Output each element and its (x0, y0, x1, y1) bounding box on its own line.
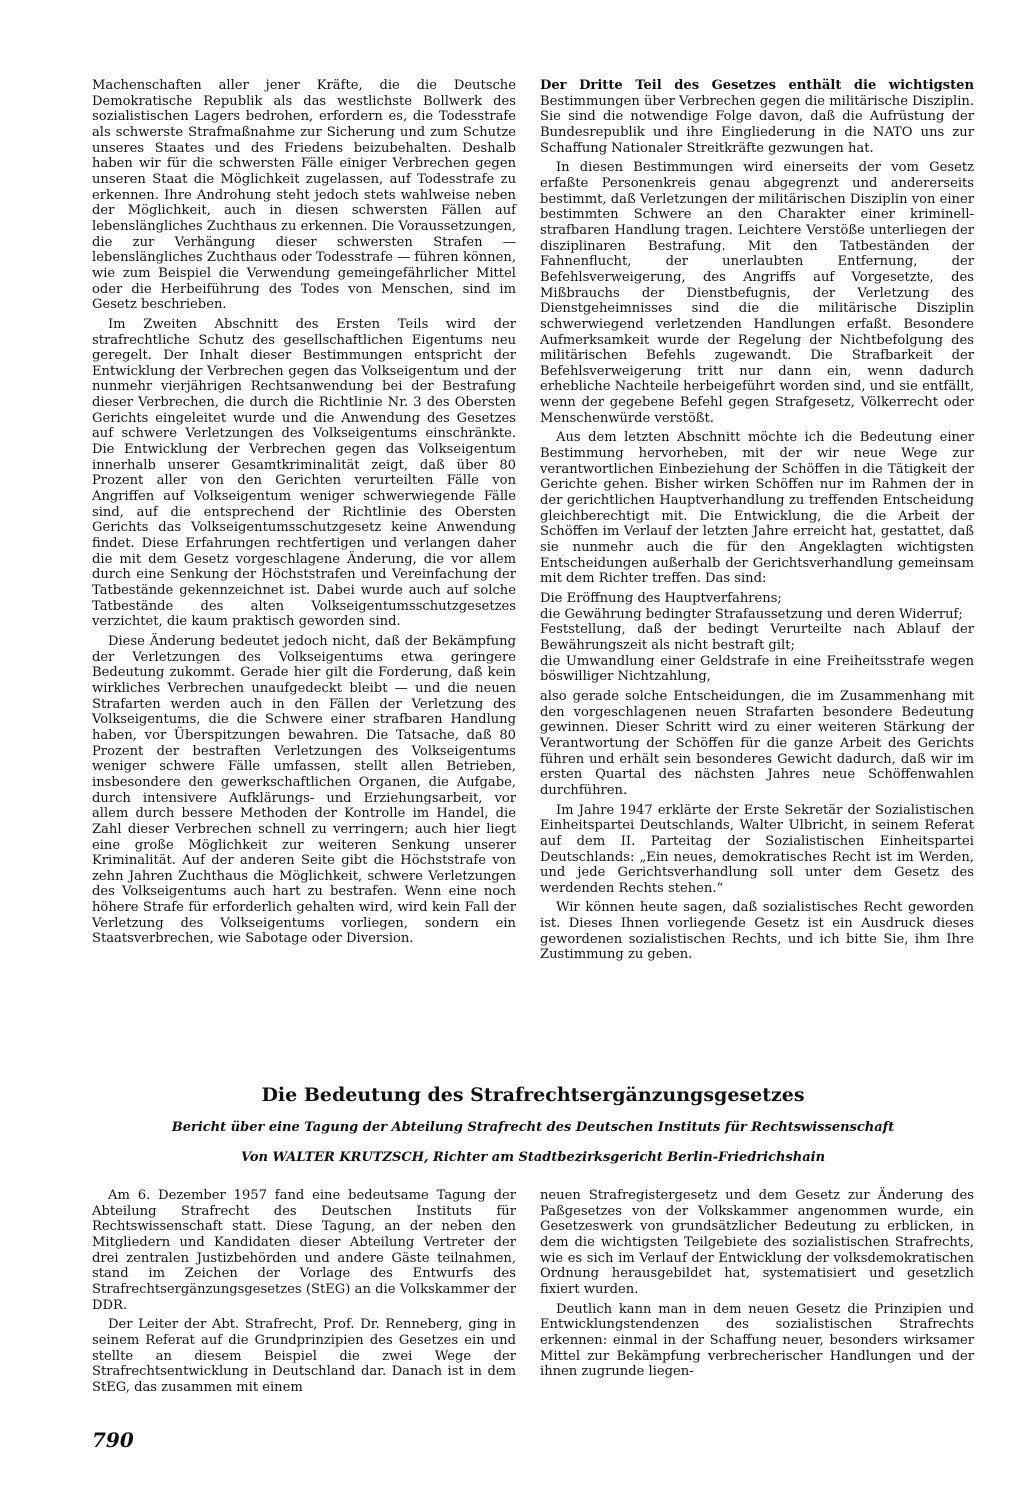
article-title: Die Bedeutung des Strafrechtsergänzungsgesetzes (261, 1084, 805, 1106)
lead-bold-text: Der Dritte Teil des Gesetzes enthält die wichtigsten (540, 78, 974, 93)
paragraph: Der Leiter der Abt. Strafrecht, Prof. Dr. Renneberg, ging in seinem Referat auf die Grundprinzipien des Gesetzes ein und stellte an diesem Beispiel die zwei Wege der Strafrechtsentwicklung in Deutschland dar. Danach ist in dem StEG, das zusammen mit einem (92, 1317, 516, 1395)
list-item: die Umwandlung einer Geldstrafe in eine Freiheitsstrafe wegen böswilliger Nichtzahlung, (540, 653, 974, 685)
paragraph: In diesen Bestimmungen wird einerseits der vom Gesetz erfaßte Personenkreis genau abgegrenzt und andererseits bestimmt, daß Verletzungen der militärischen Disziplin von einer bestimmten Schwere an den Charakter einer kriminell-strafbaren Handlung tragen. Leichtere Verstöße unterliegen der disziplinaren Bestrafung. Mit den Tatbeständen der Fahnenflucht, der unerlaubten Entfernung, der Befehlsverweigerung, des Angriffs auf Vorgesetzte, des Mißbrauchs der Dienstbefugnis, der Verletzung des Dienstgeheimnisses sind die die militärische Disziplin schwerwiegend verletzenden Handlungen erfaßt. Besondere Aufmerksamkeit wurde der Regelung der Nichtbefolgung des militärischen Befehls zugewandt. Die Strafbarkeit der Befehlsverweigerung tritt nur dann ein, wenn dadurch erhebliche Nachteile herbeigeführt worden sind, und sie entfällt, wenn der gegebene Befehl gegen Strafgesetz, Völkerrecht oder Menschenwürde verstößt. (540, 160, 974, 426)
lead-text: Bestimmungen über Verbrechen gegen die militärische Disziplin. Sie sind die notwendige Folge davon, daß die Aufrüstung der Bundesrepublik und ihre Eingliederung in die NATO uns zur Schaffung Nationaler Streitkräfte gezwungen hat. (540, 93, 974, 156)
paragraph: Im Zweiten Abschnitt des Ersten Teils wird der strafrechtliche Schutz des gesellschaftlichen Eigentums neu geregelt. Der Inhalt dieser Bestimmungen entspricht der Entwicklung der Verbrechen gegen das Volkseigentum und der nunmehr vierjährigen Rechtsanwendung bei der Bestrafung dieser Verbrechen, die durch die Richtlinie Nr. 3 des Obersten Gerichts eingeleitet wurde und die Anwendung des Gesetzes auf schwere Verletzungen des Volkseigentums einschränkte. Die Entwicklung der Verbrechen gegen das Volkseigentum innerhalb unserer Gesamtkriminalität zeigt, daß über 80 Prozent aller von den Gerichten verurteilten Fälle von Angriffen auf Volkseigentum weniger schwerwiegende Fälle sind, auf die entsprechend der Richtlinie des Obersten Gerichts das Volkseigentumsschutzgesetz keine Anwendung findet. Diese Erfahrungen rechtfertigen und verlangen daher die mit dem Gesetz vorgeschlagene Änderung, die vor allem durch eine Senkung der Höchststrafen und Vereinfachung der Tatbestände gekennzeichnet ist. Dabei wurde auch auf solche Tatbestände des alten Volkseigentumsschutzgesetzes verzichtet, die kaum praktisch geworden sind. (92, 316, 516, 630)
paragraph: Am 6. Dezember 1957 fand eine bedeutsame Tagung der Abteilung Strafrecht des Deutschen Instituts für Rechtswissenschaft statt. Diese Tagung, an der neben den Mitgliedern und Kandidaten dieser Abteilung Vertreter der drei zentralen Justizbehörden und andere Gäste teilnahmen, stand im Zeichen der Vorlage des Entwurfs des Strafrechtsergänzungsgesetzes (StEG) an die Volkskammer der DDR. (92, 1188, 516, 1313)
paragraph: Wir können heute sagen, daß sozialistisches Recht geworden ist. Dieses Ihnen vorliegende Gesetz ist ein Ausdruck dieses gewordenen sozialistischen Rechts, und ich bitte Sie, ihm Ihre Zustimmung zu geben. (540, 900, 974, 963)
paragraph (540, 78, 974, 156)
paragraph: neuen Strafregistergesetz und dem Gesetz zur Änderung des Paßgesetzes von der Volkskammer angenommen wurde, ein Gesetzeswerk von grundsätzlicher Bedeutung zu erblicken, in dem die wichtigsten Teilgebiete des sozialistischen Strafrechts, wie es sich im Verlauf der Entwicklung der volksdemokratischen Ordnung herausgebildet hat, systematisiert und gesetzlich fixiert wurden. (540, 1188, 974, 1297)
column-bottom-right (540, 1188, 974, 1384)
paragraph: Diese Änderung bedeutet jedoch nicht, daß der Bekämpfung der Verletzungen des Volkseigentums etwa geringere Bedeutung zukommt. Gerade hier gilt die Forderung, daß kein wirkliches Verbrechen unaufgedeckt bleibt — und die neuen Strafarten werden auch in den Fällen der Verletzung des Volkseigentums, die die Schwere einer strafbaren Handlung haben, vor Überspitzungen bewahren. Die Tatsache, daß 80 Prozent der bestraften Verletzungen des Volkseigentums weniger schwere Fälle umfassen, stellt allen Betrieben, insbesondere den gewerkschaftlichen Organen, die Aufgabe, durch intensivere Aufklärungs- und Erziehungsarbeit, vor allem durch bessere Methoden der Kontrolle im Handel, die Zahl dieser Verbrechen schnell zu verringern; auch hier liegt eine große Möglichkeit zur weiteren Senkung unserer Kriminalität. Auf der anderen Seite gibt die Höchststrafe von zehn Jahren Zuchthaus die Möglichkeit, schwere Verletzungen des Volkseigentums auch hart zu bestrafen. Wenn eine noch höhere Strafe für erforderlich gehalten wird, wird kein Fall der Verletzung des Volkseigentums vorliegen, sondern ein Staatsverbrechen, wie Sabotage oder Diversion. (92, 633, 516, 947)
paragraph: also gerade solche Entscheidungen, die im Zusammenhang mit den vorgeschlagenen neuen Strafarten besondere Bedeutung gewinnen. Dieser Schritt wird zu einer weiteren Stärkung der Verantwortung der Schöffen für die ganze Arbeit des Gerichts führen und erhält sein besonderes Gewicht dadurch, daß wir im ersten Quartal des nächsten Jahres neue Schöffenwahlen durchführen. (540, 688, 974, 798)
page-number: 790 (92, 1428, 134, 1452)
column-top-left (92, 78, 516, 951)
column-top-right (540, 78, 974, 967)
column-bottom-left (92, 1188, 516, 1400)
paragraph: Aus dem letzten Abschnitt möchte ich die Bedeutung einer Bestimmung hervorheben, mit der wir neue Wege zur verantwortlichen Einbeziehung der Schöffen in die Tätigkeit der Gerichte gehen. Bisher wirken Schöffen nur im Rahmen der in der gerichtlichen Hauptverhandlung zu treffenden Entscheidung gleichberechtigt mit. Die Entwicklung, die die Arbeit der Schöffen im Verlauf der letzten Jahre erreicht hat, gestattet, daß sie nunmehr auch die für den Angeklagten wichtigsten Entscheidungen außerhalb der Gerichtsverhandlung gemeinsam mit dem Richter treffen. Das sind: (540, 430, 974, 587)
list-item: Feststellung, daß der bedingt Verurteilte nach Ablauf der Bewährungszeit als nicht bestraft gilt; (540, 622, 974, 653)
list-item: Die Eröffnung des Hauptverfahrens; (540, 591, 782, 606)
paragraph: Im Jahre 1947 erklärte der Erste Sekretär der Sozialistischen Einheitspartei Deutschlands, Walter Ulbricht, in seinem Referat auf dem II. Parteitag der Sozialistischen Einheitspartei Deutschlands: „Ein neues, demokratisches Recht ist im Werden, und jede Gerichtsverhandlung soll unter dem Gesetz des werdenden Rechts stehen.“ (540, 802, 974, 896)
paragraph: Deutlich kann man in dem neuen Gesetz die Prinzipien und Entwicklungstendenzen des sozialistischen Strafrechts erkennen: einmal in der Schaffung neuer, besonders wirksamer Mittel zur Bekämpfung verbrecherischer Handlungen und der ihnen zugrunde liegen- (540, 1301, 974, 1380)
article-author: Von WALTER KRUTZSCH, Richter am Stadtbezirksgericht Berlin-Friedrichshain (240, 1150, 826, 1165)
paragraph: Machenschaften aller jener Kräfte, die die Deutsche Demokratische Republik als das westlichste Bollwerk des sozialistischen Lagers bedrohen, erfordern es, die Todesstrafe als schwerste Strafmaßnahme zur Sicherung und zum Schutze unseres Staates und des Friedens beizubehalten. Deshalb haben wir für die schwersten Fälle einiger Verbrechen gegen unseren Staat die Möglichkeit zugelassen, auf Todesstrafe zu erkennen. Ihre Androhung steht jedoch stets wahlweise neben der Möglichkeit, auch in diesen schwersten Fällen auf lebenslängliches Zuchthaus zu erkennen. Die Voraussetzungen, die zur Verhängung dieser schwersten Strafen — lebenslängliches Zuchthaus oder Todesstrafe — führen können, wie zum Beispiel die Verwendung gemeingefährlicher Mittel oder die Herbeiführung des Todes von Menschen, sind im Gesetz beschrieben. (92, 78, 516, 313)
decision-list (540, 591, 974, 685)
list-item: die Gewährung bedingter Strafaussetzung und deren Widerruf; (540, 606, 963, 622)
article-subtitle: Bericht über eine Tagung der Abteilung Strafrecht des Deutschen Instituts für Rechtswissenschaft (171, 1120, 895, 1135)
